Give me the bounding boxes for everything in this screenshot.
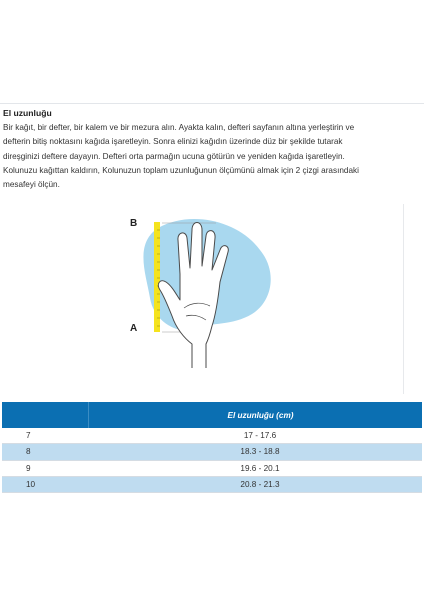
size-cell: 9 xyxy=(26,463,31,473)
table-row xyxy=(2,477,422,493)
size-cell: 10 xyxy=(26,480,36,490)
table-header xyxy=(2,402,422,428)
table-row xyxy=(2,461,422,477)
label-b: B xyxy=(130,218,138,229)
section-title: El uzunluğu xyxy=(3,108,52,118)
range-cell: 19.6 - 20.1 xyxy=(240,463,280,473)
table-row xyxy=(2,428,422,444)
instruction-line: mesafeyi ölçün. xyxy=(3,180,60,190)
size-cell: 8 xyxy=(26,447,31,457)
hand-illustration xyxy=(120,210,280,375)
ruler xyxy=(154,222,160,332)
content-edge-line xyxy=(403,204,404,394)
range-cell: 20.8 - 21.3 xyxy=(240,480,280,490)
top-divider xyxy=(0,103,424,104)
instruction-line: Kolunuzu kağıttan kaldırın, Kolunuzun toplam uzunluğunun ölçümünü almak için 2 çizgi arasındaki xyxy=(3,165,359,175)
size-cell: 7 xyxy=(26,431,31,441)
table-row xyxy=(2,444,422,460)
instruction-line: defterin bitiş noktasını kağıda işaretleyin. Sonra elinizi kağıdın üzerinde düz bir şekilde tutarak xyxy=(3,137,343,147)
header-empty-cell xyxy=(2,402,89,428)
label-a: A xyxy=(130,323,138,334)
range-cell: 17 - 17.6 xyxy=(243,431,277,441)
range-cell: 18.3 - 18.8 xyxy=(240,447,280,457)
header-hand-length: El uzunluğu (cm) xyxy=(227,410,294,420)
size-table xyxy=(2,402,422,493)
instructions-text xyxy=(3,121,403,192)
instruction-line: direşginizi deftere dayayın. Defteri orta parmağın ucuna götürün ve yeniden kağıda işaretleyin. xyxy=(3,151,345,161)
instruction-line: Bir kağıt, bir defter, bir kalem ve bir mezura alın. Ayakta kalın, defteri sayfanın altına yerleştirin ve xyxy=(3,123,355,132)
hand-measurement-figure xyxy=(120,210,280,375)
